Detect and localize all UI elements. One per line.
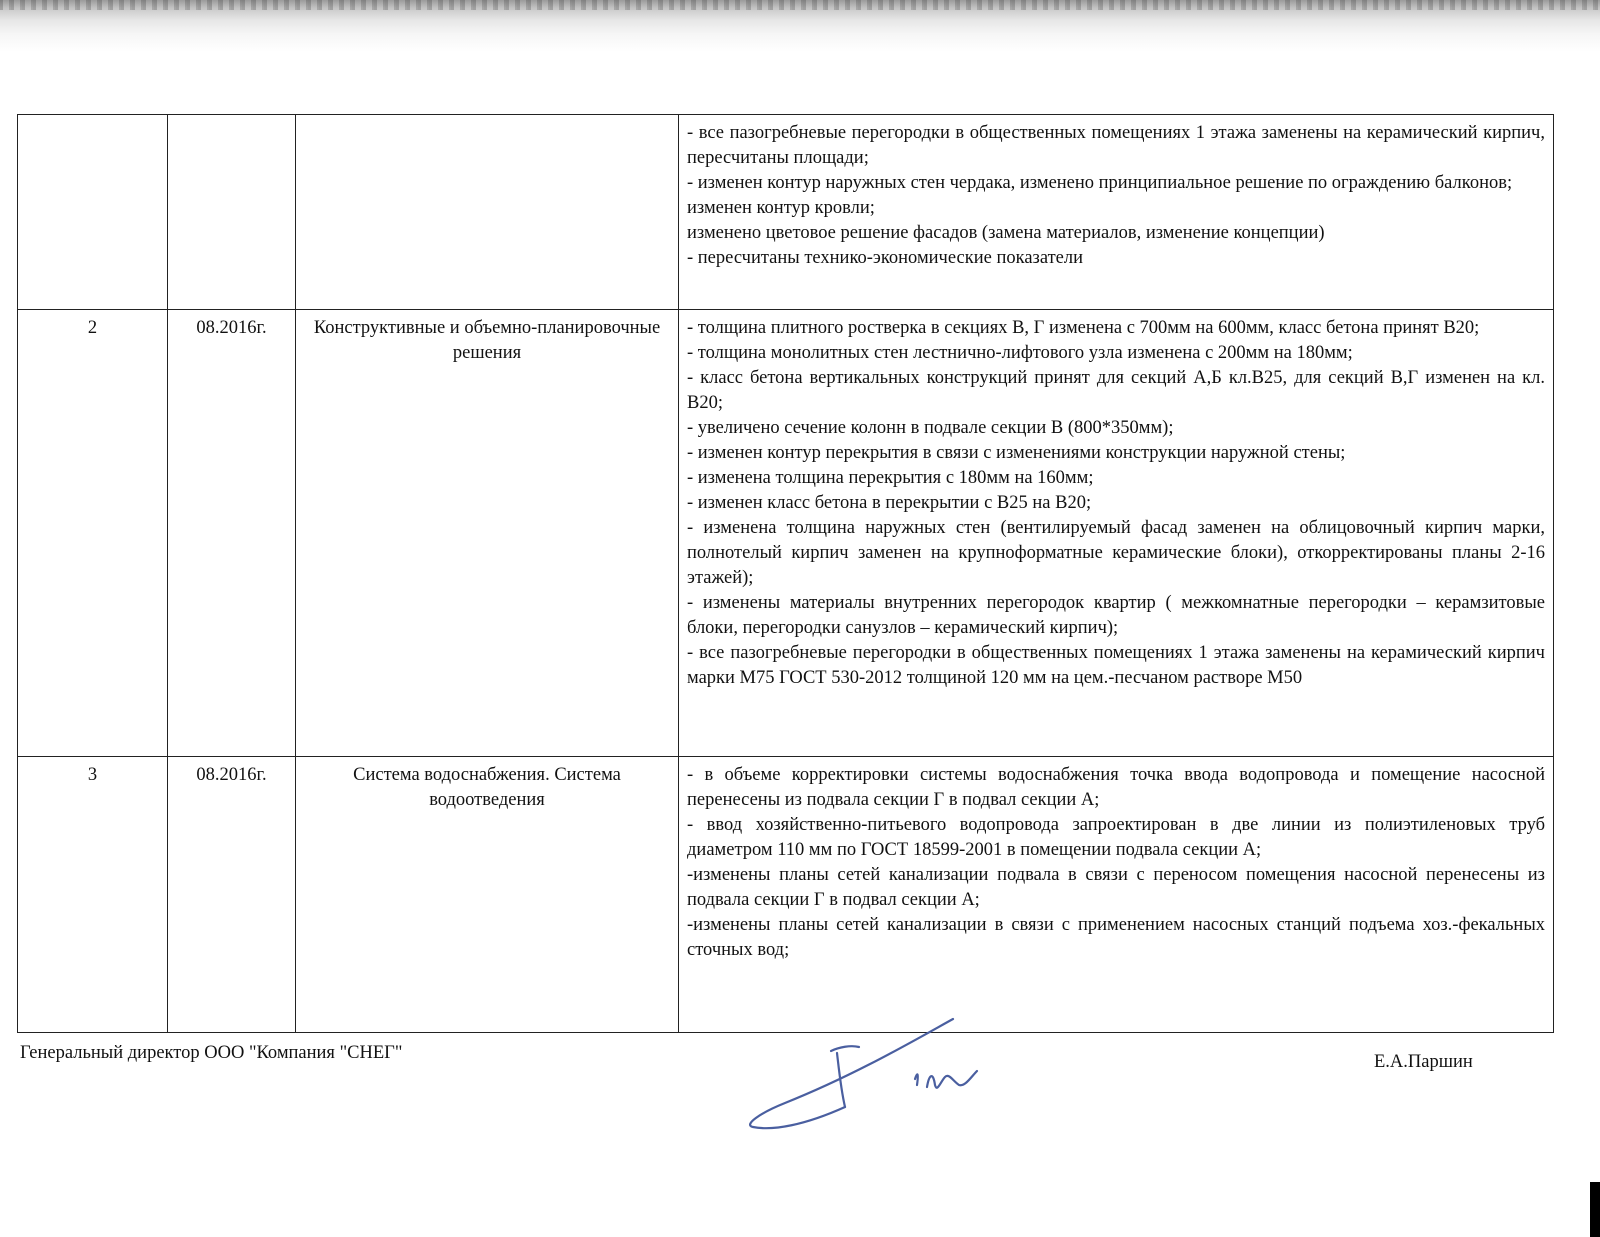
handwritten-signature [745,1015,1005,1140]
table-row [18,115,1554,310]
row-changes [679,310,1554,757]
change-item: изменен контур кровли; [687,198,875,218]
row-number: 2 [18,310,168,757]
row-date [168,115,296,310]
row-section: Система водоснабжения. Система водоотведения [296,757,679,1033]
row-number [18,115,168,310]
change-item: - увеличено сечение колонн в подвале секции В (800*350мм); [687,418,1174,438]
change-item: - класс бетона вертикальных конструкций принят для секций А,Б кл.В25, для секций В,Г изменен на кл. В20; [687,368,1545,413]
signature-stroke [750,1019,953,1128]
changes-table [17,114,1554,1033]
change-item: -изменены планы сетей канализации в связи с применением насосных станций подъема хоз.-фекальных сточных вод; [687,915,1545,960]
change-item: - ввод хозяйственно-питьевого водопровода запроектирован в две линии из полиэтиленовых труб диаметром 110 мм по ГОСТ 18599-2001 в помещении подвала секции А; [687,815,1545,860]
row-changes [679,757,1554,1033]
table-row [18,757,1554,1033]
scan-corner-mark [1590,1182,1600,1237]
change-item: - изменен контур наружных стен чердака, изменено принципиальное решение по ограждению балконов; [687,173,1513,193]
change-item: - изменена толщина перекрытия с 180мм на 160мм; [687,468,1094,488]
row-date: 08.2016г. [168,310,296,757]
change-item: - все пазогребневые перегородки в общественных помещениях 1 этажа заменены на керамический кирпич, пересчитаны площади; [687,123,1545,168]
row-number: 3 [18,757,168,1033]
change-item: - все пазогребневые перегородки в общественных помещениях 1 этажа заменены на керамический кирпич марки М75 ГОСТ 530-2012 толщиной 120 мм на цем.-песчаном растворе М50 [687,643,1545,688]
change-item: - изменены материалы внутренних перегородок квартир ( межкомнатные перегородки – керамзитовые блоки, перегородки санузлов – керамический кирпич); [687,593,1545,638]
change-item: - толщина монолитных стен лестнично-лифтового узла изменена с 200мм на 180мм; [687,343,1353,363]
change-item: - изменена толщина наружных стен (вентилируемый фасад заменен на облицовочный кирпич марки, полнотелый кирпич заменен на крупноформатные керамические блоки), откорректированы планы 2-16 этажей); [687,518,1545,588]
change-item: -изменены планы сетей канализации подвала в связи с переносом помещения насосной перенесены из подвала секции Г в подвал секции А; [687,865,1545,910]
signature-stroke [915,1074,918,1085]
row-section: Конструктивные и объемно-планировочные решения [296,310,679,757]
change-item: - в объеме корректировки системы водоснабжения точка ввода водопровода и помещение насосной перенесены из подвала секции Г в подвал секции А; [687,765,1545,810]
signature-stroke [831,1046,859,1051]
table-row [18,310,1554,757]
signatory-position: Генеральный директор ООО "Компания "СНЕГ" [20,1043,403,1063]
scan-edge-shadow [0,0,1600,52]
signatory-name: Е.А.Паршин [1374,1052,1473,1072]
change-item: - изменен контур перекрытия в связи с изменениями конструкции наружной стены; [687,443,1346,463]
change-item: - толщина плитного ростверка в секциях В, Г изменена с 700мм на 600мм, класс бетона принят В20; [687,318,1480,338]
change-item: - изменен класс бетона в перекрытии с В25 на В20; [687,493,1092,513]
row-date: 08.2016г. [168,757,296,1033]
change-item: - пересчитаны технико-экономические показатели [687,248,1083,268]
row-section [296,115,679,310]
change-item: изменено цветовое решение фасадов (замена материалов, изменение концепции) [687,223,1325,243]
row-changes [679,115,1554,310]
signature-stroke [927,1071,977,1088]
